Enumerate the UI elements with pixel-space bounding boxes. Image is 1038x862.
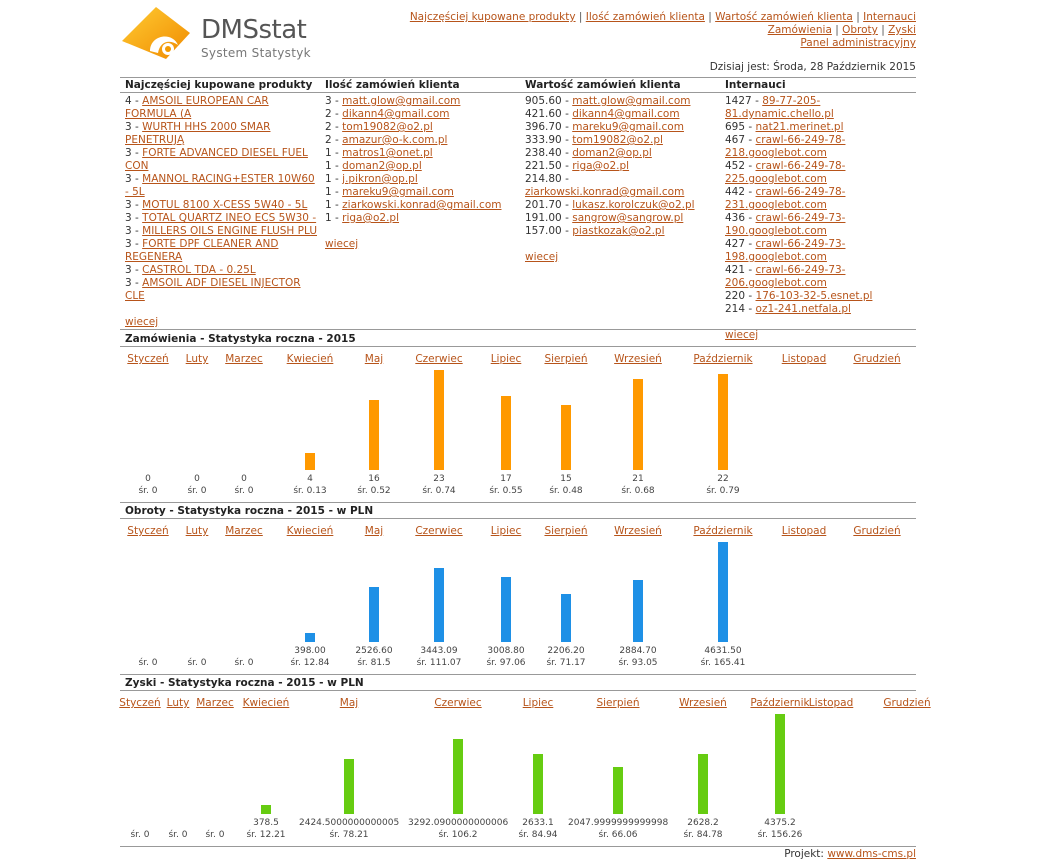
month-label[interactable]: Lipiec — [522, 697, 554, 709]
list-item-count: 421 — [725, 264, 746, 276]
bar-value-label: 2526.60 — [355, 646, 393, 656]
bar-average-label: śr. 0 — [187, 658, 207, 668]
chart-turnover — [120, 503, 916, 675]
list-item-link[interactable]: FORTE DPF CLEANER AND REGENERA — [125, 238, 279, 263]
list-item-count: 3 — [325, 95, 332, 107]
bar-value-label: 16 — [368, 474, 380, 484]
bar — [633, 379, 643, 470]
list-item: 3 - AMSOIL ADF DIESEL INJECTOR CLE — [125, 277, 301, 302]
month-label[interactable]: Styczeń — [127, 525, 169, 537]
list-item: 3 - CASTROL TDA - 0.25L — [125, 264, 256, 276]
list-header: Internauci — [720, 78, 916, 93]
list-orders-value — [520, 78, 720, 264]
list-item-link[interactable]: TOTAL QUARTZ INEO ECS 5W30 - — [142, 212, 317, 224]
list-item: 4 - AMSOIL EUROPEAN CAR FORMULA (A — [125, 95, 269, 120]
list-item-link[interactable]: crawl-66-249-78-231.googlebot.com — [725, 186, 846, 211]
list-item-count: 3 — [125, 277, 132, 289]
nav-link-top-products[interactable]: Najczęściej kupowane produkty — [409, 11, 576, 23]
more-link[interactable]: wiecej — [325, 238, 359, 250]
bar-average-label: śr. 0 — [168, 830, 188, 840]
list-item-count: 396.70 — [525, 121, 562, 133]
list-item-count: 436 — [725, 212, 746, 224]
bar — [344, 759, 354, 814]
list-item-link[interactable]: 176-103-32-5.esnet.pl — [755, 290, 873, 302]
bar-average-label: śr. 0 — [187, 486, 207, 496]
bar — [533, 754, 543, 814]
bar-average-label: śr. 165.41 — [700, 658, 746, 668]
list-item: 2 - tom19082@o2.pl — [325, 121, 433, 133]
nav-link-orders-count[interactable]: Ilość zamówień klienta — [585, 11, 705, 23]
list-item-count: 157.00 — [525, 225, 562, 237]
list-item: 2 - dikann4@gmail.com — [325, 108, 450, 120]
bar-average-label: śr. 81.5 — [357, 658, 391, 668]
list-item-link[interactable]: doman2@op.pl — [572, 147, 652, 159]
bar-average-label: śr. 0.79 — [706, 486, 740, 496]
bar-value-label: 4 — [307, 474, 313, 484]
month-label[interactable]: Kwiecień — [242, 697, 290, 709]
bar-average-label: śr. 0 — [234, 486, 254, 496]
bar — [718, 374, 728, 470]
bar-value-label: 3008.80 — [487, 646, 525, 656]
bar — [434, 370, 444, 470]
list-item: 3 - FORTE DPF CLEANER AND REGENERA — [125, 238, 279, 263]
bar-value-label: 0 — [145, 474, 151, 484]
list-header: Wartość zamówień klienta — [520, 78, 720, 93]
bar-value-label: 23 — [433, 474, 445, 484]
month-label[interactable]: Kwiecień — [286, 525, 334, 537]
month-label[interactable]: Listopad — [781, 353, 827, 365]
list-item-link[interactable]: ziarkowski.konrad@gmail.com — [525, 186, 685, 198]
list-item: 1 - j.pikron@op.pl — [325, 173, 418, 185]
list-item-link[interactable]: 89-77-205-81.dynamic.chello.pl — [725, 95, 834, 120]
list-item-link[interactable]: crawl-66-249-78-225.googlebot.com — [725, 160, 846, 185]
nav-link-turnover[interactable]: Obroty — [842, 24, 878, 36]
bar — [305, 633, 315, 642]
bar-value-label: 2047.9999999999998 — [568, 818, 669, 828]
list-item-count: 3 — [125, 212, 132, 224]
list-item-link[interactable]: CASTROL TDA - 0.25L — [142, 264, 256, 276]
list-item-count: 4 — [125, 95, 132, 107]
bar-value-label: 398.00 — [294, 646, 326, 656]
bar-value-label: 21 — [632, 474, 644, 484]
list-item-count: 427 — [725, 238, 746, 250]
list-orders-count — [320, 78, 520, 251]
list-item: 3 - MILLERS OILS ENGINE FLUSH PLU — [125, 225, 318, 237]
bar — [305, 453, 315, 470]
bar-value-label: 15 — [560, 474, 572, 484]
nav-link-orders-value[interactable]: Wartość zamówień klienta — [715, 11, 853, 23]
bar-average-label: śr. 12.84 — [290, 658, 330, 668]
bar — [261, 805, 271, 814]
list-item-link[interactable]: MANNOL RACING+ESTER 10W60 - 5L — [125, 173, 315, 198]
bar-average-label: śr. 0.52 — [357, 486, 391, 496]
bar — [718, 542, 728, 642]
list-item-link[interactable]: crawl-66-249-73-198.googlebot.com — [725, 238, 846, 263]
list-item-link[interactable]: amazur@o-k.com.pl — [342, 134, 448, 146]
month-label[interactable]: Wrzesień — [679, 697, 727, 709]
list-item-link[interactable]: tom19082@o2.pl — [342, 121, 433, 133]
list-item-count: 214 — [725, 303, 746, 315]
bar — [501, 396, 511, 470]
bar-average-label: śr. 97.06 — [486, 658, 526, 668]
chart-orders — [120, 331, 916, 503]
bar-average-label: śr. 0.13 — [293, 486, 327, 496]
list-item-count: 1 — [325, 160, 332, 172]
bar — [501, 577, 511, 642]
list-top-products — [120, 78, 320, 329]
nav-link-visitors[interactable]: Internauci — [863, 11, 916, 23]
list-item: 436 - crawl-66-249-73-190.googlebot.com — [725, 212, 846, 237]
list-item: 1 - riga@o2.pl — [325, 212, 400, 224]
list-item-count: 695 — [725, 121, 746, 133]
bar-value-label: 2884.70 — [619, 646, 657, 656]
list-item-link[interactable]: matt.glow@gmail.com — [342, 95, 461, 107]
list-item: 421 - crawl-66-249-73-206.googlebot.com — [725, 264, 846, 289]
list-item-link[interactable]: riga@o2.pl — [572, 160, 630, 172]
list-item-link[interactable]: MILLERS OILS ENGINE FLUSH PLU — [142, 225, 318, 237]
list-item: 1 - matros1@onet.pl — [325, 147, 433, 159]
month-label[interactable]: Sierpień — [544, 353, 588, 365]
list-item-count: 3 — [125, 147, 132, 159]
list-item: 396.70 - mareku9@gmail.com — [525, 121, 684, 133]
list-item: 905.60 - matt.glow@gmail.com — [525, 95, 691, 107]
list-item-count: 467 — [725, 134, 746, 146]
month-label[interactable]: Sierpień — [544, 525, 588, 537]
footer-link[interactable]: www.dms-cms.pl — [827, 848, 916, 860]
list-item-count: 1 — [325, 186, 332, 198]
nav-link-admin-panel[interactable]: Panel administracyjny — [800, 37, 916, 49]
chart-title: Obroty - Statystyka roczna - 2015 - w PLN — [120, 503, 916, 519]
month-label[interactable]: Grudzień — [853, 353, 901, 365]
list-item: 238.40 - doman2@op.pl — [525, 147, 652, 159]
list-item: 3 - TOTAL QUARTZ INEO ECS 5W30 - — [125, 212, 317, 224]
list-item: 2 - amazur@o-k.com.pl — [325, 134, 448, 146]
list-item: 3 - MOTUL 8100 X-CESS 5W40 - 5L — [125, 199, 308, 211]
list-item-link[interactable]: crawl-66-249-78-218.googlebot.com — [725, 134, 846, 159]
list-item-count: 2 — [325, 108, 332, 120]
bar-average-label: śr. 0.55 — [489, 486, 523, 496]
list-item-link[interactable]: dikann4@gmail.com — [342, 108, 450, 120]
list-item-link[interactable]: mareku9@gmail.com — [572, 121, 684, 133]
list-item: 220 - 176-103-32-5.esnet.pl — [725, 290, 873, 302]
list-item: 3 - matt.glow@gmail.com — [325, 95, 461, 107]
list-item-link[interactable]: ziarkowski.konrad@gmail.com — [342, 199, 502, 211]
bar-average-label: śr. 78.21 — [329, 830, 369, 840]
list-item-link[interactable]: FORTE ADVANCED DIESEL FUEL CON — [125, 147, 308, 172]
bar-value-label: 3292.0900000000006 — [408, 818, 509, 828]
list-item: 157.00 - piastkozak@o2.pl — [525, 225, 665, 237]
list-item-link[interactable]: dikann4@gmail.com — [572, 108, 680, 120]
month-label[interactable]: Maj — [364, 525, 384, 537]
month-label[interactable]: Kwiecień — [286, 353, 334, 365]
list-item: 1 - mareku9@gmail.com — [325, 186, 454, 198]
month-label[interactable]: Marzec — [225, 525, 263, 537]
list-item-link[interactable]: AMSOIL EUROPEAN CAR FORMULA (A — [125, 95, 269, 120]
month-label[interactable]: Listopad — [808, 697, 854, 709]
bar-average-label: śr. 0 — [130, 830, 150, 840]
month-label[interactable]: Luty — [185, 353, 209, 365]
list-item: 3 - WURTH HHS 2000 SMAR PENETRUJĄ — [125, 121, 271, 146]
list-item-link[interactable]: j.pikron@op.pl — [342, 173, 418, 185]
bar-average-label: śr. 0 — [205, 830, 225, 840]
chart-title: Zamówienia - Statystyka roczna - 2015 — [120, 331, 916, 347]
bar — [369, 587, 379, 642]
month-label[interactable]: Czerwiec — [415, 525, 463, 537]
list-header: Najczęściej kupowane produkty — [120, 78, 320, 93]
month-label[interactable]: Październik — [693, 525, 753, 537]
divider — [120, 329, 916, 330]
list-header: Ilość zamówień klienta — [320, 78, 520, 93]
list-item-count: 3 — [125, 264, 132, 276]
list-item-link[interactable]: lukasz.korolczuk@o2.pl — [572, 199, 695, 211]
list-item-count: 2 — [325, 134, 332, 146]
list-item: 201.70 - lukasz.korolczuk@o2.pl — [525, 199, 695, 211]
list-item-link[interactable]: mareku9@gmail.com — [342, 186, 454, 198]
list-item: 214.80 - ziarkowski.konrad@gmail.com — [525, 173, 685, 198]
bar-average-label: śr. 0.68 — [621, 486, 655, 496]
list-item: 3 - FORTE ADVANCED DIESEL FUEL CON — [125, 147, 308, 172]
list-item-link[interactable]: nat21.merinet.pl — [755, 121, 844, 133]
list-item: 452 - crawl-66-249-78-225.googlebot.com — [725, 160, 846, 185]
nav-link-profits[interactable]: Zyski — [888, 24, 916, 36]
bar-average-label: śr. 12.21 — [246, 830, 286, 840]
bar-average-label: śr. 66.06 — [598, 830, 638, 840]
list-item-count: 3 — [125, 199, 132, 211]
month-label[interactable]: Listopad — [781, 525, 827, 537]
more-link[interactable]: wiecej — [125, 316, 159, 328]
month-label[interactable]: Grudzień — [853, 525, 901, 537]
list-item-link[interactable]: sangrow@sangrow.pl — [572, 212, 684, 224]
month-label[interactable]: Grudzień — [883, 697, 931, 709]
bar-value-label: 3443.09 — [420, 646, 458, 656]
top-navigation: Najczęściej kupowane produkty | Ilość zamówień klienta | Wartość zamówień klienta | Internauci Zamówienia | Obroty | Zyski Panel administracyjny — [409, 11, 916, 49]
list-item-count: 333.90 — [525, 134, 562, 146]
app-subtitle: System Statystyk — [201, 46, 311, 60]
bar-value-label: 4631.50 — [704, 646, 742, 656]
list-item-link[interactable]: crawl-66-249-73-190.googlebot.com — [725, 212, 846, 237]
bar-average-label: śr. 0 — [138, 486, 158, 496]
bar-value-label: 17 — [500, 474, 512, 484]
month-label[interactable]: Styczeń — [127, 353, 169, 365]
list-item: 1 - ziarkowski.konrad@gmail.com — [325, 199, 502, 211]
list-item-count: 201.70 — [525, 199, 562, 211]
month-label[interactable]: Wrzesień — [614, 525, 662, 537]
list-item-link[interactable]: riga@o2.pl — [342, 212, 400, 224]
bar-value-label: 2424.5000000000005 — [299, 818, 400, 828]
list-item-count: 452 — [725, 160, 746, 172]
list-item-link[interactable]: crawl-66-249-73-206.googlebot.com — [725, 264, 846, 289]
list-item-count: 221.50 — [525, 160, 562, 172]
bar-average-label: śr. 106.2 — [438, 830, 478, 840]
list-item-count: 1 — [325, 147, 332, 159]
list-item-link[interactable]: matros1@onet.pl — [342, 147, 433, 159]
list-item: 1 - doman2@op.pl — [325, 160, 422, 172]
bar-value-label: 22 — [717, 474, 729, 484]
list-item-count: 905.60 — [525, 95, 562, 107]
list-item: 442 - crawl-66-249-78-231.googlebot.com — [725, 186, 846, 211]
bar-average-label: śr. 0 — [138, 658, 158, 668]
list-item: 427 - crawl-66-249-73-198.googlebot.com — [725, 238, 846, 263]
list-item: 467 - crawl-66-249-78-218.googlebot.com — [725, 134, 846, 159]
list-item: 333.90 - tom19082@o2.pl — [525, 134, 663, 146]
list-visitors — [720, 78, 916, 342]
list-item-link[interactable]: matt.glow@gmail.com — [572, 95, 691, 107]
bar-average-label: śr. 156.26 — [757, 830, 803, 840]
month-label[interactable]: Marzec — [225, 353, 263, 365]
logo-icon — [120, 5, 192, 63]
divider — [120, 846, 916, 847]
list-item-link[interactable]: doman2@op.pl — [342, 160, 422, 172]
bar-average-label: śr. 0.48 — [549, 486, 583, 496]
list-item-link[interactable]: WURTH HHS 2000 SMAR PENETRUJĄ — [125, 121, 271, 146]
list-item-count: 238.40 — [525, 147, 562, 159]
list-item-count: 3 — [125, 173, 132, 185]
bar-value-label: 2628.2 — [687, 818, 719, 828]
bar — [561, 405, 571, 470]
list-item-count: 1 — [325, 199, 332, 211]
list-item: 695 - nat21.merinet.pl — [725, 121, 844, 133]
month-label[interactable]: Czerwiec — [415, 353, 463, 365]
bar — [775, 714, 785, 814]
list-item-count: 3 — [125, 121, 132, 133]
month-label[interactable]: Styczeń — [119, 697, 161, 709]
bar-average-label: śr. 71.17 — [546, 658, 586, 668]
bar — [561, 594, 571, 642]
month-label[interactable]: Październik — [693, 353, 753, 365]
month-label[interactable]: Październik — [750, 697, 810, 709]
list-item-count: 1427 — [725, 95, 752, 107]
bar — [613, 767, 623, 814]
list-item: 221.50 - riga@o2.pl — [525, 160, 630, 172]
month-label[interactable]: Lipiec — [490, 525, 522, 537]
more-link[interactable]: wiecej — [525, 251, 559, 263]
chart-profits — [119, 675, 931, 847]
list-item-link[interactable]: piastkozak@o2.pl — [572, 225, 665, 237]
month-label[interactable]: Maj — [339, 697, 359, 709]
bar-value-label: 0 — [194, 474, 200, 484]
bar-value-label: 0 — [241, 474, 247, 484]
list-item-link[interactable]: oz1-241.netfala.pl — [755, 303, 851, 315]
bar — [369, 400, 379, 470]
list-item-count: 214.80 — [525, 173, 562, 185]
list-item-count: 220 — [725, 290, 746, 302]
bar — [434, 568, 444, 642]
month-label[interactable]: Maj — [364, 353, 384, 365]
nav-link-orders[interactable]: Zamówienia — [767, 24, 832, 36]
list-item-count: 1 — [325, 173, 332, 185]
month-label[interactable]: Wrzesień — [614, 353, 662, 365]
list-item: 3 - MANNOL RACING+ESTER 10W60 - 5L — [125, 173, 315, 198]
bar — [453, 739, 463, 814]
chart-title: Zyski - Statystyka roczna - 2015 - w PLN — [120, 675, 916, 691]
list-item-count: 1 — [325, 212, 332, 224]
list-item: 214 - oz1-241.netfala.pl — [725, 303, 851, 315]
list-item-count: 2 — [325, 121, 332, 133]
list-item-count: 191.00 — [525, 212, 562, 224]
list-item: 1427 - 89-77-205-81.dynamic.chello.pl — [725, 95, 834, 120]
bar — [633, 580, 643, 642]
bar-average-label: śr. 84.94 — [518, 830, 558, 840]
list-item-count: 3 — [125, 225, 132, 237]
bar-average-label: śr. 0.74 — [422, 486, 456, 496]
bar-average-label: śr. 93.05 — [618, 658, 658, 668]
list-item-count: 442 — [725, 186, 746, 198]
list-item-count: 421.60 — [525, 108, 562, 120]
month-label[interactable]: Marzec — [196, 697, 234, 709]
list-item: 421.60 - dikann4@gmail.com — [525, 108, 680, 120]
bar-average-label: śr. 84.78 — [683, 830, 723, 840]
bar-value-label: 4375.2 — [764, 818, 796, 828]
list-item-link[interactable]: tom19082@o2.pl — [572, 134, 663, 146]
list-item-link[interactable]: AMSOIL ADF DIESEL INJECTOR CLE — [125, 277, 301, 302]
app-name: DMSstat — [201, 15, 307, 45]
bar-value-label: 2633.1 — [522, 818, 554, 828]
bar-value-label: 378.5 — [253, 818, 279, 828]
logo — [120, 5, 320, 63]
month-label[interactable]: Lipiec — [490, 353, 522, 365]
bar-value-label: 2206.20 — [547, 646, 585, 656]
month-label[interactable]: Luty — [166, 697, 190, 709]
footer-label: Projekt: — [784, 848, 824, 860]
current-date: Dzisiaj jest: Środa, 28 Październik 2015 — [709, 61, 916, 73]
bar-average-label: śr. 0 — [234, 658, 254, 668]
month-label[interactable]: Czerwiec — [434, 697, 482, 709]
more-link[interactable]: wiecej — [725, 329, 759, 341]
bar-average-label: śr. 111.07 — [416, 658, 462, 668]
list-item-count: 3 — [125, 238, 132, 250]
month-label[interactable]: Luty — [185, 525, 209, 537]
list-item-link[interactable]: MOTUL 8100 X-CESS 5W40 - 5L — [142, 199, 308, 211]
footer — [784, 848, 916, 860]
month-label[interactable]: Sierpień — [596, 697, 640, 709]
list-item: 191.00 - sangrow@sangrow.pl — [525, 212, 684, 224]
bar — [698, 754, 708, 814]
